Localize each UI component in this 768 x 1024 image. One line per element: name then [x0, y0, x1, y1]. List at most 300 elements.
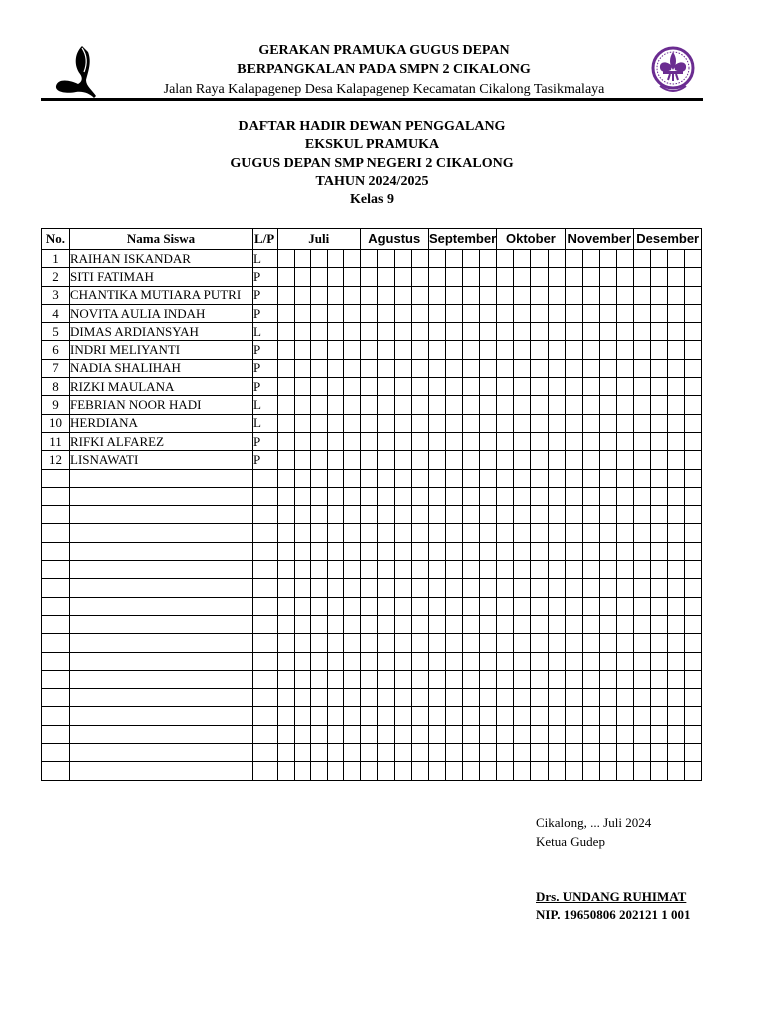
attendance-cell: [411, 469, 428, 487]
attendance-cell: [634, 689, 651, 707]
attendance-cell: [616, 707, 633, 725]
attendance-cell: [685, 359, 702, 377]
attendance-cell: [582, 506, 599, 524]
attendance-cell: [411, 451, 428, 469]
attendance-cell: [480, 579, 497, 597]
table-row: [42, 597, 702, 615]
attendance-cell: [514, 524, 531, 542]
attendance-cell: [278, 506, 295, 524]
attendance-cell: [565, 744, 582, 762]
attendance-cell: [294, 634, 311, 652]
attendance-cell: [445, 487, 462, 505]
attendance-cell: [428, 506, 445, 524]
attendance-cell: [377, 597, 394, 615]
cell-student-name: [70, 670, 253, 688]
attendance-cell: [651, 634, 668, 652]
attendance-cell: [497, 268, 514, 286]
attendance-cell: [514, 634, 531, 652]
attendance-cell: [599, 597, 616, 615]
attendance-cell: [548, 323, 565, 341]
attendance-cell: [616, 506, 633, 524]
attendance-cell: [344, 268, 361, 286]
attendance-cell: [411, 414, 428, 432]
attendance-cell: [497, 597, 514, 615]
attendance-cell: [634, 268, 651, 286]
attendance-cell: [278, 323, 295, 341]
attendance-cell: [480, 341, 497, 359]
attendance-cell: [278, 634, 295, 652]
attendance-cell: [327, 634, 344, 652]
attendance-cell: [497, 744, 514, 762]
cell-no: [42, 634, 70, 652]
cell-student-name: FEBRIAN NOOR HADI: [70, 396, 253, 414]
attendance-cell: [480, 670, 497, 688]
attendance-cell: [278, 359, 295, 377]
cell-no: [42, 561, 70, 579]
attendance-cell: [548, 615, 565, 633]
attendance-cell: [394, 725, 411, 743]
attendance-cell: [531, 725, 548, 743]
attendance-cell: [463, 414, 480, 432]
attendance-cell: [428, 762, 445, 780]
attendance-cell: [599, 670, 616, 688]
attendance-cell: [411, 487, 428, 505]
attendance-cell: [668, 652, 685, 670]
attendance-cell: [445, 378, 462, 396]
attendance-cell: [463, 634, 480, 652]
attendance-cell: [497, 341, 514, 359]
attendance-cell: [445, 250, 462, 268]
attendance-cell: [327, 689, 344, 707]
attendance-cell: [668, 615, 685, 633]
attendance-cell: [651, 250, 668, 268]
attendance-cell: [616, 597, 633, 615]
attendance-cell: [599, 432, 616, 450]
attendance-cell: [445, 414, 462, 432]
attendance-cell: [445, 396, 462, 414]
cell-no: [42, 469, 70, 487]
cell-no: [42, 762, 70, 780]
attendance-cell: [377, 341, 394, 359]
attendance-cell: [445, 359, 462, 377]
attendance-cell: [344, 250, 361, 268]
cell-student-name: HERDIANA: [70, 414, 253, 432]
attendance-cell: [294, 487, 311, 505]
attendance-cell: [651, 268, 668, 286]
attendance-cell: [428, 634, 445, 652]
attendance-cell: [445, 597, 462, 615]
attendance-cell: [480, 250, 497, 268]
attendance-cell: [634, 652, 651, 670]
attendance-cell: [428, 341, 445, 359]
attendance-cell: [514, 542, 531, 560]
attendance-cell: [311, 396, 328, 414]
attendance-cell: [327, 250, 344, 268]
attendance-cell: [668, 250, 685, 268]
attendance-cell: [311, 744, 328, 762]
attendance-cell: [311, 341, 328, 359]
attendance-cell: [634, 323, 651, 341]
doc-subtitle: EKSKUL PRAMUKA: [304, 137, 440, 152]
attendance-cell: [685, 634, 702, 652]
attendance-cell: [327, 762, 344, 780]
attendance-cell: [548, 451, 565, 469]
table-row: [42, 341, 702, 359]
attendance-cell: [463, 744, 480, 762]
cell-student-name: [70, 652, 253, 670]
attendance-cell: [599, 396, 616, 414]
cell-gender: L: [253, 396, 278, 414]
attendance-cell: [616, 561, 633, 579]
attendance-cell: [294, 323, 311, 341]
attendance-cell: [548, 414, 565, 432]
attendance-cell: [497, 323, 514, 341]
attendance-cell: [531, 506, 548, 524]
attendance-cell: [616, 250, 633, 268]
attendance-cell: [411, 432, 428, 450]
table-row: [42, 524, 702, 542]
attendance-cell: [377, 451, 394, 469]
attendance-cell: [668, 286, 685, 304]
attendance-cell: [327, 487, 344, 505]
attendance-cell: [428, 579, 445, 597]
attendance-cell: [294, 396, 311, 414]
attendance-cell: [668, 597, 685, 615]
attendance-cell: [599, 304, 616, 322]
attendance-cell: [565, 506, 582, 524]
attendance-cell: [278, 378, 295, 396]
attendance-cell: [668, 762, 685, 780]
attendance-cell: [278, 286, 295, 304]
attendance-cell: [634, 250, 651, 268]
col-header-lp: L/P: [253, 229, 278, 250]
attendance-cell: [463, 762, 480, 780]
attendance-cell: [344, 670, 361, 688]
attendance-cell: [480, 414, 497, 432]
attendance-cell: [548, 304, 565, 322]
attendance-cell: [651, 432, 668, 450]
cell-gender: [253, 725, 278, 743]
attendance-cell: [344, 689, 361, 707]
attendance-cell: [548, 432, 565, 450]
attendance-cell: [565, 615, 582, 633]
attendance-cell: [327, 414, 344, 432]
attendance-cell: [599, 341, 616, 359]
attendance-cell: [360, 634, 377, 652]
cell-student-name: CHANTIKA MUTIARA PUTRI: [70, 286, 253, 304]
attendance-cell: [311, 561, 328, 579]
table-row: [42, 451, 702, 469]
attendance-cell: [360, 304, 377, 322]
attendance-cell: [531, 634, 548, 652]
attendance-table: [41, 228, 702, 781]
attendance-cell: [377, 524, 394, 542]
attendance-cell: [668, 689, 685, 707]
attendance-cell: [634, 597, 651, 615]
attendance-cell: [344, 304, 361, 322]
attendance-cell: [344, 524, 361, 542]
attendance-cell: [634, 762, 651, 780]
attendance-cell: [344, 615, 361, 633]
attendance-cell: [294, 744, 311, 762]
table-row: [42, 432, 702, 450]
cell-no: 1: [42, 250, 70, 268]
attendance-cell: [463, 451, 480, 469]
attendance-cell: [651, 469, 668, 487]
attendance-cell: [480, 707, 497, 725]
attendance-cell: [311, 378, 328, 396]
attendance-cell: [685, 707, 702, 725]
attendance-cell: [428, 707, 445, 725]
header-divider: [41, 98, 703, 101]
cell-gender: P: [253, 268, 278, 286]
attendance-cell: [565, 341, 582, 359]
attendance-cell: [445, 744, 462, 762]
attendance-cell: [514, 469, 531, 487]
attendance-cell: [327, 744, 344, 762]
attendance-cell: [599, 762, 616, 780]
attendance-cell: [327, 615, 344, 633]
attendance-cell: [394, 506, 411, 524]
signature-role: Ketua Gudep: [536, 834, 605, 849]
attendance-cell: [360, 652, 377, 670]
attendance-cell: [480, 597, 497, 615]
attendance-cell: [445, 506, 462, 524]
attendance-cell: [344, 323, 361, 341]
attendance-cell: [360, 670, 377, 688]
attendance-cell: [278, 725, 295, 743]
attendance-cell: [294, 341, 311, 359]
cell-gender: L: [253, 323, 278, 341]
attendance-cell: [327, 268, 344, 286]
attendance-cell: [634, 378, 651, 396]
attendance-cell: [480, 304, 497, 322]
attendance-cell: [344, 414, 361, 432]
attendance-cell: [616, 615, 633, 633]
attendance-cell: [294, 615, 311, 633]
attendance-cell: [531, 670, 548, 688]
cell-gender: [253, 561, 278, 579]
attendance-cell: [685, 378, 702, 396]
attendance-cell: [294, 359, 311, 377]
attendance-cell: [651, 451, 668, 469]
attendance-cell: [428, 744, 445, 762]
attendance-cell: [582, 414, 599, 432]
cell-student-name: [70, 597, 253, 615]
attendance-cell: [582, 561, 599, 579]
attendance-cell: [651, 323, 668, 341]
attendance-cell: [651, 304, 668, 322]
attendance-cell: [548, 634, 565, 652]
attendance-cell: [480, 378, 497, 396]
attendance-cell: [497, 396, 514, 414]
attendance-cell: [582, 432, 599, 450]
attendance-cell: [582, 634, 599, 652]
attendance-cell: [377, 487, 394, 505]
attendance-cell: [599, 744, 616, 762]
attendance-cell: [531, 689, 548, 707]
attendance-cell: [582, 396, 599, 414]
cell-gender: [253, 487, 278, 505]
attendance-cell: [294, 414, 311, 432]
attendance-cell: [685, 506, 702, 524]
attendance-cell: [565, 451, 582, 469]
attendance-cell: [394, 689, 411, 707]
attendance-cell: [278, 341, 295, 359]
attendance-cell: [616, 524, 633, 542]
attendance-cell: [582, 304, 599, 322]
attendance-cell: [463, 341, 480, 359]
cell-no: [42, 506, 70, 524]
attendance-cell: [411, 304, 428, 322]
cell-student-name: INDRI MELIYANTI: [70, 341, 253, 359]
cell-gender: [253, 652, 278, 670]
attendance-cell: [531, 341, 548, 359]
attendance-cell: [294, 670, 311, 688]
cell-gender: [253, 634, 278, 652]
cell-no: 2: [42, 268, 70, 286]
col-header-month-juli: Juli: [278, 229, 361, 250]
attendance-cell: [311, 615, 328, 633]
attendance-cell: [294, 597, 311, 615]
attendance-cell: [616, 725, 633, 743]
attendance-cell: [685, 304, 702, 322]
attendance-cell: [377, 250, 394, 268]
table-row: [42, 615, 702, 633]
attendance-cell: [428, 396, 445, 414]
attendance-cell: [497, 524, 514, 542]
attendance-cell: [616, 286, 633, 304]
table-row: [42, 670, 702, 688]
cell-no: [42, 670, 70, 688]
attendance-cell: [685, 414, 702, 432]
attendance-cell: [327, 707, 344, 725]
cell-student-name: [70, 615, 253, 633]
attendance-cell: [514, 652, 531, 670]
col-header-no: No.: [42, 229, 70, 250]
attendance-cell: [480, 542, 497, 560]
attendance-cell: [480, 451, 497, 469]
cell-no: [42, 725, 70, 743]
attendance-cell: [360, 744, 377, 762]
cell-student-name: NADIA SHALIHAH: [70, 359, 253, 377]
attendance-cell: [411, 268, 428, 286]
attendance-cell: [294, 250, 311, 268]
attendance-cell: [582, 487, 599, 505]
attendance-cell: [514, 341, 531, 359]
attendance-cell: [394, 378, 411, 396]
table-row: [42, 396, 702, 414]
attendance-cell: [599, 323, 616, 341]
col-header-month-september: September: [428, 229, 496, 250]
cell-no: [42, 487, 70, 505]
attendance-cell: [685, 451, 702, 469]
attendance-cell: [548, 469, 565, 487]
table-row: [42, 250, 702, 268]
attendance-cell: [377, 323, 394, 341]
attendance-cell: [531, 615, 548, 633]
table-row: [42, 506, 702, 524]
attendance-cell: [428, 542, 445, 560]
attendance-cell: [616, 432, 633, 450]
cell-gender: P: [253, 378, 278, 396]
attendance-cell: [463, 250, 480, 268]
attendance-cell: [599, 451, 616, 469]
attendance-cell: [344, 469, 361, 487]
attendance-cell: [480, 725, 497, 743]
attendance-cell: [360, 689, 377, 707]
attendance-cell: [463, 432, 480, 450]
attendance-cell: [360, 268, 377, 286]
attendance-cell: [311, 469, 328, 487]
attendance-cell: [616, 378, 633, 396]
attendance-cell: [685, 396, 702, 414]
col-header-month-november: November: [565, 229, 633, 250]
attendance-cell: [411, 725, 428, 743]
attendance-cell: [428, 359, 445, 377]
attendance-cell: [480, 652, 497, 670]
attendance-cell: [565, 707, 582, 725]
attendance-cell: [394, 268, 411, 286]
attendance-cell: [685, 579, 702, 597]
attendance-cell: [599, 689, 616, 707]
attendance-cell: [278, 597, 295, 615]
attendance-cell: [497, 652, 514, 670]
attendance-cell: [428, 615, 445, 633]
attendance-cell: [548, 359, 565, 377]
attendance-cell: [377, 615, 394, 633]
table-row: [42, 579, 702, 597]
attendance-cell: [616, 414, 633, 432]
attendance-cell: [616, 268, 633, 286]
attendance-cell: [411, 615, 428, 633]
attendance-cell: [548, 689, 565, 707]
attendance-cell: [548, 670, 565, 688]
col-header-month-oktober: Oktober: [497, 229, 565, 250]
attendance-cell: [685, 670, 702, 688]
attendance-cell: [514, 506, 531, 524]
attendance-cell: [327, 670, 344, 688]
cell-student-name: [70, 725, 253, 743]
attendance-cell: [685, 689, 702, 707]
attendance-cell: [634, 524, 651, 542]
attendance-cell: [565, 432, 582, 450]
attendance-cell: [668, 304, 685, 322]
attendance-cell: [327, 469, 344, 487]
attendance-cell: [463, 725, 480, 743]
attendance-cell: [514, 414, 531, 432]
attendance-cell: [411, 286, 428, 304]
attendance-cell: [651, 689, 668, 707]
cell-gender: L: [253, 414, 278, 432]
attendance-cell: [360, 250, 377, 268]
cell-gender: [253, 762, 278, 780]
attendance-cell: [582, 615, 599, 633]
attendance-cell: [514, 432, 531, 450]
cell-no: [42, 615, 70, 633]
cell-gender: P: [253, 451, 278, 469]
attendance-cell: [651, 707, 668, 725]
attendance-cell: [344, 762, 361, 780]
attendance-cell: [599, 487, 616, 505]
attendance-cell: [394, 561, 411, 579]
attendance-cell: [480, 762, 497, 780]
cell-student-name: [70, 762, 253, 780]
attendance-cell: [394, 670, 411, 688]
table-row: [42, 762, 702, 780]
table-row: [42, 487, 702, 505]
attendance-cell: [531, 451, 548, 469]
